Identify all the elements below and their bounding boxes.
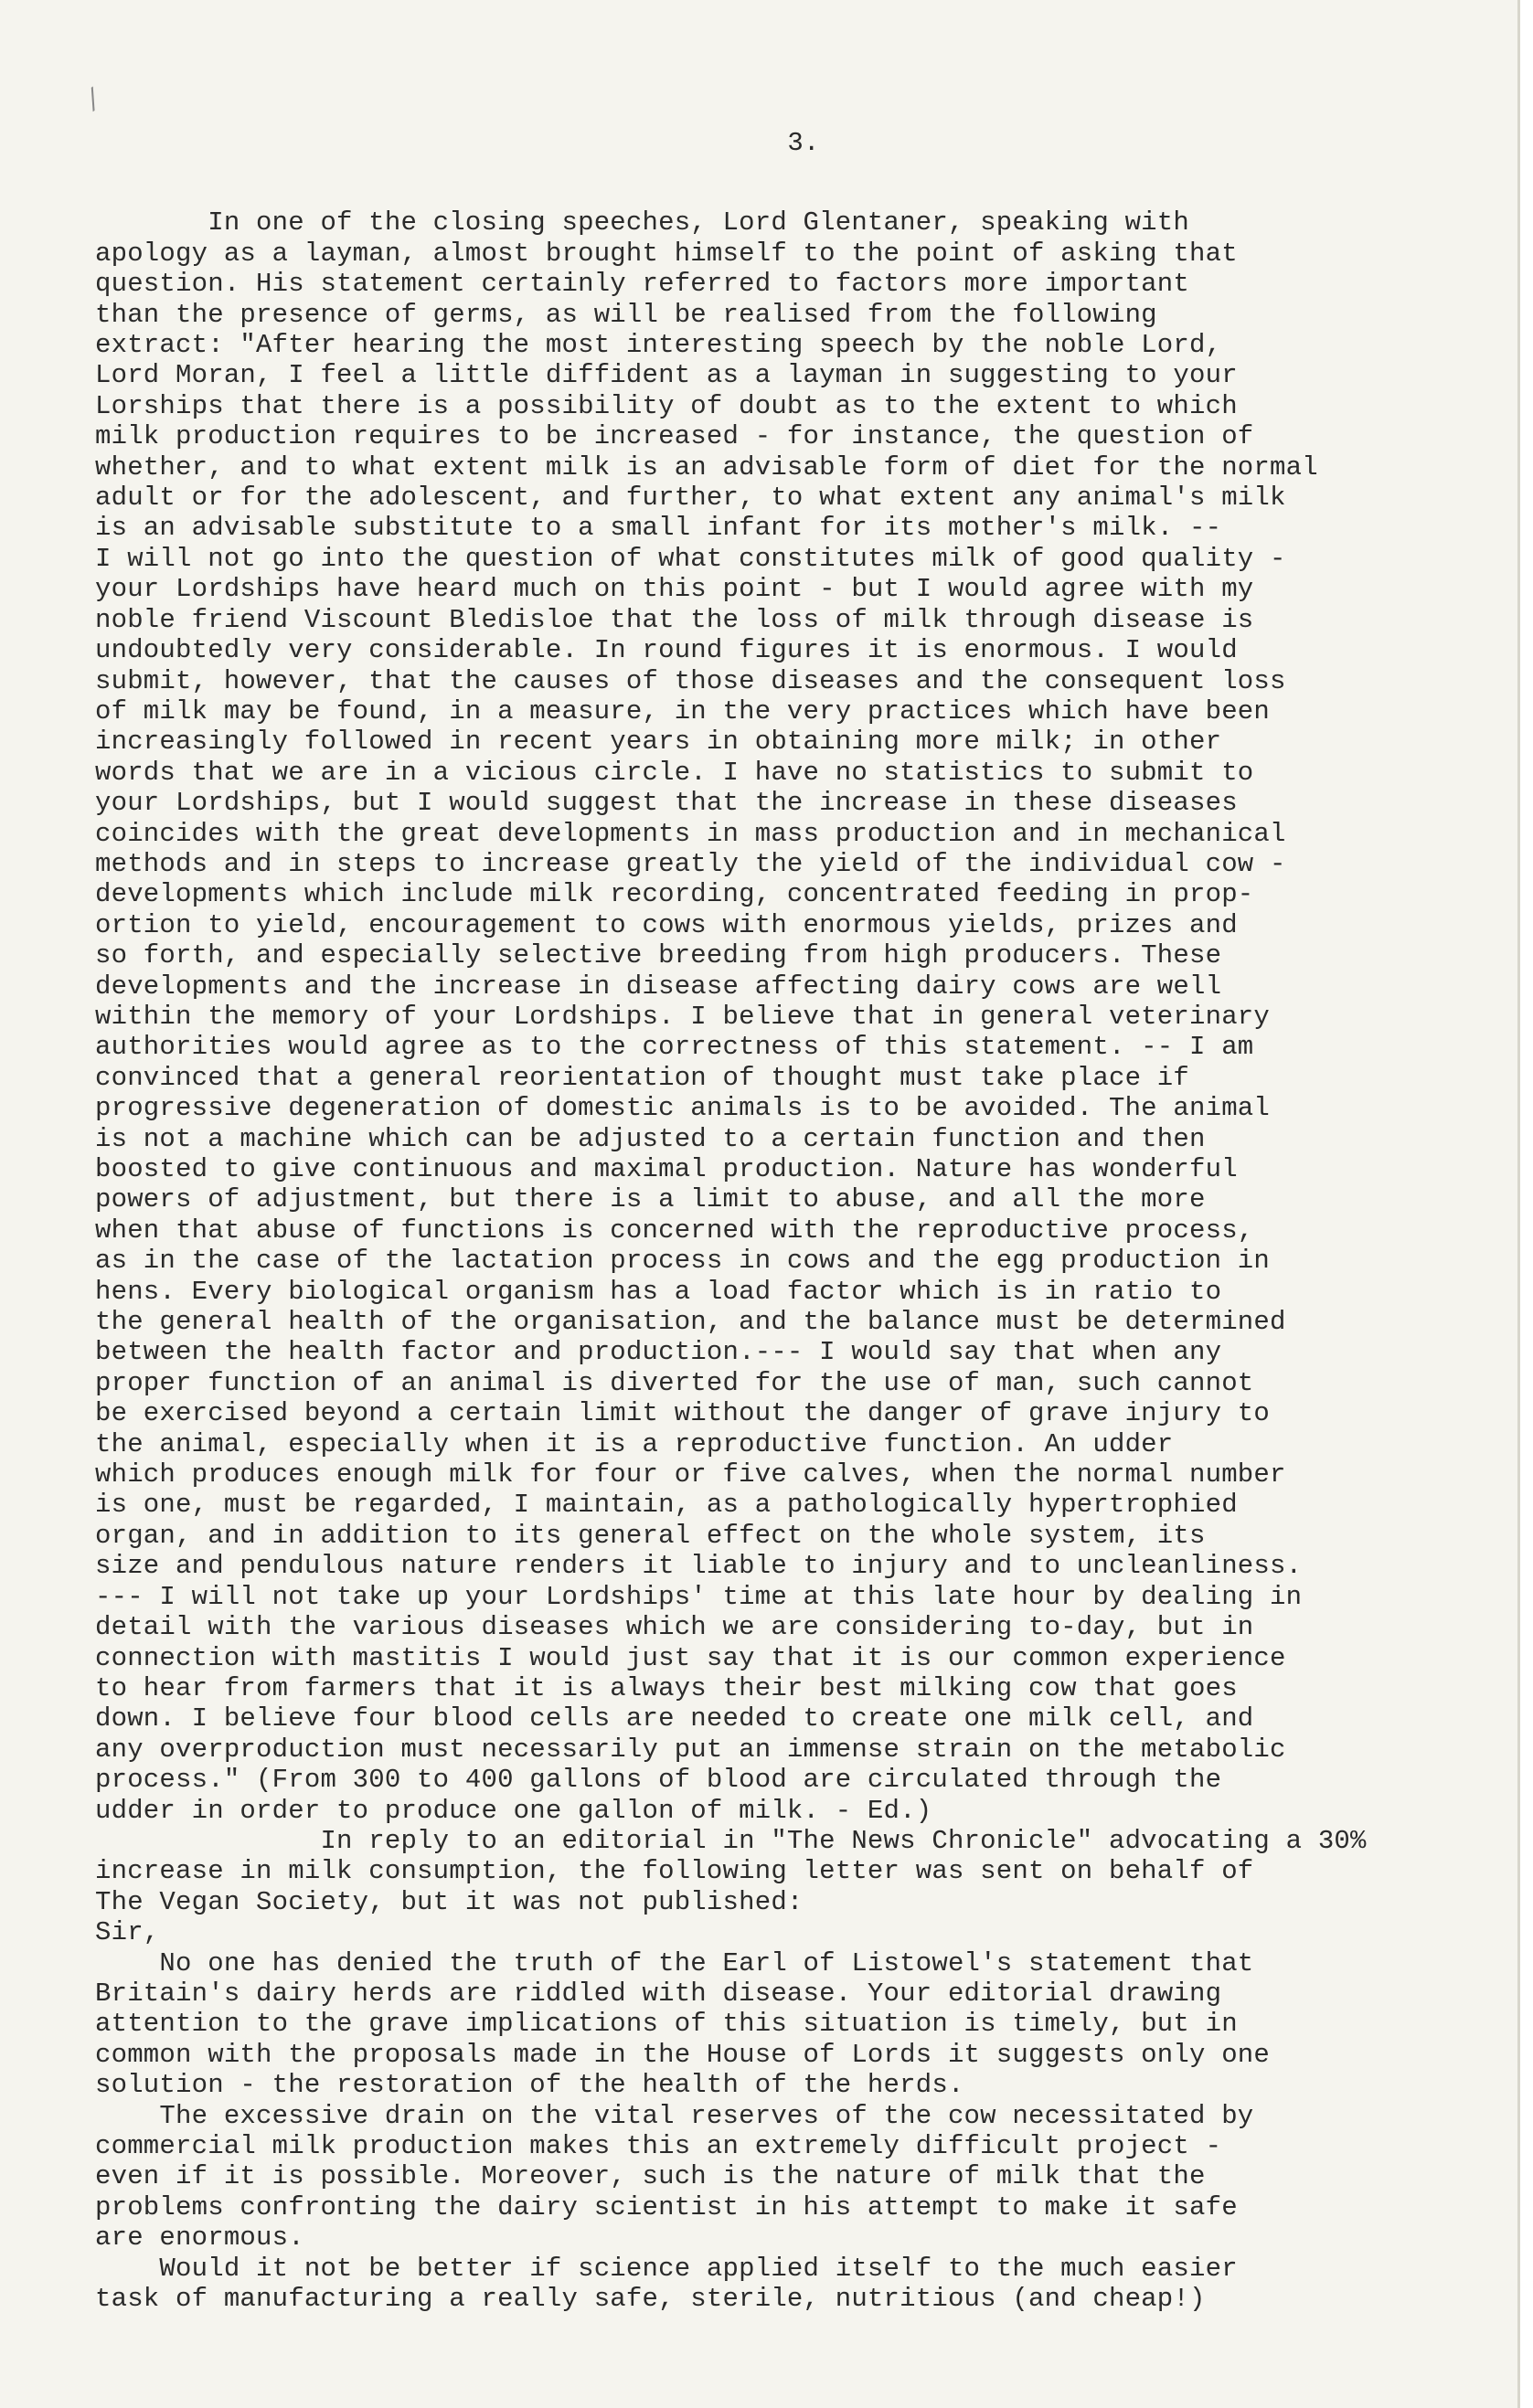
text-line: attention to the grave implications of this situation is timely, but in <box>95 2009 1238 2040</box>
text-line: size and pendulous nature renders it liable to injury and to uncleanliness. <box>95 1551 1303 1582</box>
text-line: Britain's dairy herds are riddled with disease. Your editorial drawing <box>95 1978 1222 2009</box>
text-line: as in the case of the lactation process in cows and the egg production in <box>95 1246 1271 1277</box>
text-line: Would it not be better if science applied itself to the much easier <box>95 2253 1238 2284</box>
margin-pen-mark: ⁄ <box>82 85 105 115</box>
text-line: commercial milk production makes this an extremely difficult project - <box>95 2131 1222 2161</box>
text-line: whether, and to what extent milk is an advisable form of diet for the normal <box>95 451 1318 483</box>
text-line: when that abuse of functions is concerned with the reproductive process, <box>95 1215 1254 1246</box>
text-line: of milk may be found, in a measure, in the very practices which have been <box>95 695 1271 727</box>
text-line: the animal, especially when it is a reproductive function. An udder <box>95 1428 1174 1459</box>
text-line: increase in milk consumption, the following letter was sent on behalf of <box>95 1856 1254 1887</box>
text-line: task of manufacturing a really safe, sterile, nutritious (and cheap!) <box>95 2284 1206 2315</box>
text-line: developments and the increase in disease affecting dairy cows are well <box>95 971 1222 1002</box>
text-line: be exercised beyond a certain limit without the danger of grave injury to <box>95 1398 1271 1429</box>
text-line: than the presence of germs, as will be realised from the following <box>95 299 1157 330</box>
text-line: proper function of an animal is diverted for the use of man, such cannot <box>95 1367 1254 1398</box>
text-line: solution - the restoration of the health of the herds. <box>95 2070 964 2101</box>
text-line: udder in order to produce one gallon of milk. - Ed.) <box>95 1795 932 1826</box>
text-line: is not a machine which can be adjusted to a certain function and then <box>95 1123 1206 1154</box>
text-line: organ, and in addition to its general effect on the whole system, its <box>95 1520 1206 1551</box>
typewritten-text <box>95 128 1485 2314</box>
text-line: submit, however, that the causes of those diseases and the consequent loss <box>95 665 1286 696</box>
text-line: apology as a layman, almost brought himself to the point of asking that <box>95 238 1238 269</box>
text-line: problems confronting the dairy scientist in his attempt to make it safe <box>95 2191 1238 2222</box>
text-line: the general health of the organisation, and the balance must be determined <box>95 1307 1286 1338</box>
text-line: coincides with the great developments in mass production and in mechanical <box>95 818 1286 849</box>
text-line: so forth, and especially selective breeding from high producers. These <box>95 940 1222 971</box>
text-line: No one has denied the truth of the Earl of Listowel's statement that <box>95 1947 1254 1978</box>
text-line: ortion to yield, encouragement to cows with enormous yields, prizes and <box>95 909 1238 940</box>
text-line: In one of the closing speeches, Lord Glentaner, speaking with <box>95 207 1189 239</box>
text-line: Sir, <box>95 1917 160 1948</box>
text-line: is one, must be regarded, I maintain, as a pathologically hypertrophied <box>95 1490 1238 1521</box>
text-line: common with the proposals made in the House of Lords it suggests only one <box>95 2039 1271 2070</box>
text-line: progressive degeneration of domestic animals is to be avoided. The animal <box>95 1093 1271 1124</box>
text-line: even if it is possible. Moreover, such is the nature of milk that the <box>95 2161 1206 2192</box>
text-line: hens. Every biological organism has a load factor which is in ratio to <box>95 1276 1222 1307</box>
text-line: words that we are in a vicious circle. I have no statistics to submit to <box>95 757 1254 788</box>
text-line: Lorships that there is a possibility of doubt as to the extent to which <box>95 390 1238 421</box>
text-line: Lord Moran, I feel a little diffident as a layman in suggesting to your <box>95 360 1238 391</box>
text-line: boosted to give continuous and maximal production. Nature has wonderful <box>95 1154 1238 1184</box>
text-line: The excessive drain on the vital reserves of the cow necessitated by <box>95 2100 1254 2131</box>
text-line: within the memory of your Lordships. I believe that in general veterinary <box>95 1001 1271 1032</box>
text-line: undoubtedly very considerable. In round figures it is enormous. I would <box>95 635 1238 666</box>
text-line: any overproduction must necessarily put an immense strain on the metabolic <box>95 1734 1286 1765</box>
text-line: between the health factor and production.--- I would say that when any <box>95 1337 1222 1368</box>
text-line: increasingly followed in recent years in obtaining more milk; in other <box>95 727 1222 758</box>
text-line: methods and in steps to increase greatly the yield of the individual cow - <box>95 848 1286 879</box>
text-line: I will not go into the question of what constitutes milk of good quality - <box>95 543 1286 574</box>
text-line: authorities would agree as to the correctness of this statement. -- I am <box>95 1032 1254 1063</box>
text-line: adult or for the adolescent, and further, to what extent any animal's milk <box>95 483 1286 514</box>
text-line: convinced that a general reorientation of thought must take place if <box>95 1062 1189 1093</box>
text-line: milk production requires to be increased - for instance, the question of <box>95 421 1254 452</box>
text-line: is an advisable substitute to a small infant for its mother's milk. -- <box>95 513 1222 544</box>
text-line: question. His statement certainly referred to factors more important <box>95 269 1189 300</box>
text-line: --- I will not take up your Lordships' time at this late hour by dealing in <box>95 1581 1303 1612</box>
text-line: down. I believe four blood cells are needed to create one milk cell, and <box>95 1703 1254 1734</box>
text-line: connection with mastitis I would just say that it is our common experience <box>95 1642 1286 1673</box>
page-number: 3. <box>787 128 820 158</box>
text-line: your Lordships, but I would suggest that the increase in these diseases <box>95 788 1238 819</box>
text-line: extract: "After hearing the most interesting speech by the noble Lord, <box>95 330 1222 361</box>
text-body <box>95 207 1485 2314</box>
text-line: The Vegan Society, but it was not published: <box>95 1886 804 1917</box>
text-line: detail with the various diseases which we are considering to-day, but in <box>95 1612 1254 1643</box>
text-line: which produces enough milk for four or five calves, when the normal number <box>95 1459 1286 1490</box>
text-line: In reply to an editorial in "The News Chronicle" advocating a 30% <box>95 1825 1367 1856</box>
text-line: are enormous. <box>95 2222 304 2254</box>
text-line: to hear from farmers that it is always their best milking cow that goes <box>95 1672 1238 1703</box>
text-line: your Lordships have heard much on this point - but I would agree with my <box>95 574 1254 605</box>
text-line: noble friend Viscount Bledisloe that the loss of milk through disease is <box>95 604 1254 635</box>
text-line: process." (From 300 to 400 gallons of blood are circulated through the <box>95 1765 1222 1796</box>
text-line: powers of adjustment, but there is a limit to abuse, and all the more <box>95 1184 1206 1215</box>
text-line: developments which include milk recording, concentrated feeding in prop- <box>95 879 1254 910</box>
